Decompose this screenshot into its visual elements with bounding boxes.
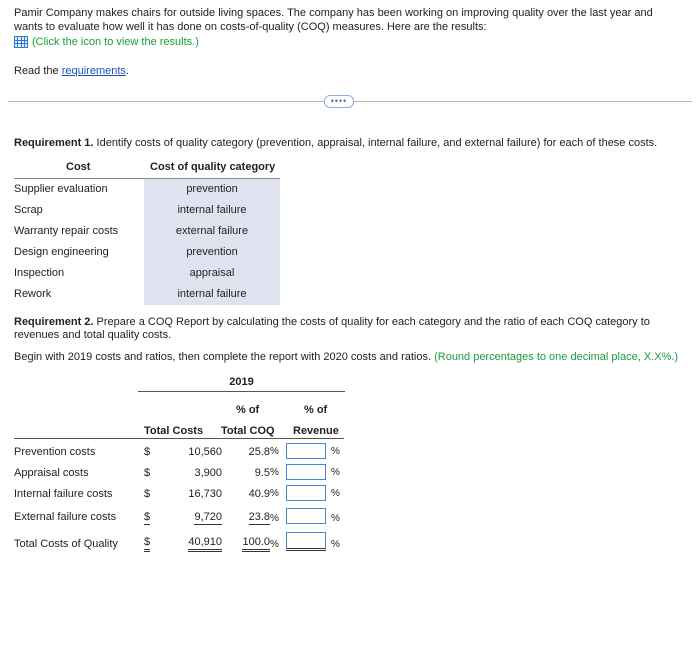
cost-label: Design engineering <box>14 246 109 258</box>
table-row <box>14 440 344 462</box>
percent-sign: % <box>270 488 279 499</box>
percent-sign: % <box>331 488 340 499</box>
expand-dots-button[interactable]: •••• <box>324 95 354 108</box>
category-cell[interactable]: appraisal <box>189 267 235 279</box>
pct-coq-value: 9.5 <box>254 467 270 479</box>
total-cost-value: 3,900 <box>194 467 222 479</box>
requirement-1 <box>14 137 684 149</box>
table-row <box>14 263 280 284</box>
begin-text: Begin with 2019 costs and ratios, then complete the report with 2020 costs and ratios. <box>14 351 432 363</box>
req1-title: Requirement 1. <box>14 137 94 149</box>
table-row <box>14 482 344 504</box>
cost-label: Scrap <box>14 204 43 216</box>
col-category-header: Cost of quality category <box>150 161 276 173</box>
dollar-sign: $ <box>144 467 151 479</box>
read-requirements <box>14 65 129 77</box>
category-cell[interactable]: prevention <box>186 183 238 195</box>
row-label: Total Costs of Quality <box>14 538 118 550</box>
row-label: Prevention costs <box>14 446 96 458</box>
percent-sign: % <box>270 446 279 457</box>
total-costs-header: Total Costs <box>144 425 204 437</box>
table-row <box>14 221 280 242</box>
cost-label: Warranty repair costs <box>14 225 119 237</box>
req1-text: Identify costs of quality category (prevention, appraisal, internal failure, and external failure) for each of these costs. <box>93 137 658 149</box>
col-cost-header: Cost <box>66 161 91 173</box>
row-label: External failure costs <box>14 511 117 523</box>
begin-instructions <box>14 351 684 363</box>
table-row <box>14 179 280 200</box>
pct-rev-header-1: % of <box>304 404 328 416</box>
intro-text: Pamir Company makes chairs for outside living spaces. The company has been working on improving quality over the last year and wants to evaluate how well it has done on costs-of-quality (COQ) measures. Here are the results: <box>14 7 653 33</box>
percent-sign: % <box>270 513 279 524</box>
requirement-2 <box>14 316 674 342</box>
read-suffix: . <box>125 65 129 77</box>
category-cell[interactable]: external failure <box>175 225 249 237</box>
percent-sign: % <box>331 513 340 524</box>
percent-sign: % <box>270 539 279 550</box>
total-cost-text: 40,910 <box>188 536 222 552</box>
requirements-link[interactable]: requirements <box>61 65 126 77</box>
total-cost-value <box>164 511 222 523</box>
table-row <box>14 284 280 305</box>
table-row <box>14 461 344 483</box>
row-label: Internal failure costs <box>14 488 113 500</box>
dollar-sign: $ <box>144 446 151 458</box>
percent-sign: % <box>270 467 279 478</box>
pct-revenue-input[interactable] <box>286 464 326 480</box>
percent-sign: % <box>331 446 340 457</box>
category-cell[interactable]: internal failure <box>177 204 247 216</box>
pct-coq-text: 100.0 <box>242 536 270 552</box>
req2-title: Requirement 2. <box>14 316 94 328</box>
pct-rev-header-2: Revenue <box>293 425 339 437</box>
rounding-note: (Round percentages to one decimal place, X.X%.) <box>434 351 679 363</box>
pct-revenue-input[interactable] <box>286 443 326 459</box>
pct-coq-value: 40.9 <box>248 488 270 500</box>
pct-revenue-input[interactable] <box>286 532 326 551</box>
table-row <box>14 505 344 527</box>
table-grid-icon[interactable] <box>14 36 28 48</box>
req2-text: Prepare a COQ Report by calculating the costs of quality for each category and the ratio of each COQ category to revenues and total quality costs. <box>14 316 650 341</box>
cost-label: Inspection <box>14 267 65 279</box>
pct-coq-header-1: % of <box>236 404 260 416</box>
percent-sign: % <box>331 539 340 550</box>
pct-coq-value <box>236 536 270 548</box>
percent-sign: % <box>331 467 340 478</box>
category-cell[interactable]: prevention <box>186 246 238 258</box>
view-results-text[interactable]: (Click the icon to view the results.) <box>32 36 199 48</box>
dollar-sign: $ <box>144 511 151 523</box>
pct-coq-value <box>236 511 270 523</box>
dollar-sign: $ <box>144 536 150 552</box>
dollar-sign: $ <box>144 488 151 500</box>
table-row <box>14 200 280 221</box>
cost-label: Rework <box>14 288 52 300</box>
pct-coq-header-2: Total COQ <box>221 425 275 437</box>
year-header: 2019 <box>229 376 254 388</box>
pct-coq-value: 25.8 <box>248 446 270 458</box>
total-cost-value: 16,730 <box>188 488 222 500</box>
total-cost-value: 10,560 <box>188 446 222 458</box>
pct-coq-text: 23.8 <box>248 511 270 523</box>
total-cost-value <box>164 536 222 548</box>
pct-revenue-input[interactable] <box>286 508 326 524</box>
table-row <box>14 242 280 263</box>
category-cell[interactable]: internal failure <box>177 288 247 300</box>
pct-revenue-input[interactable] <box>286 485 326 501</box>
total-cost-text: 9,720 <box>194 511 222 523</box>
year-header-line <box>138 391 345 392</box>
table-row-total <box>14 530 344 552</box>
view-results-link[interactable] <box>14 36 199 48</box>
read-prefix: Read the <box>14 65 62 77</box>
row-label: Appraisal costs <box>14 467 89 479</box>
report-header-line <box>14 438 344 439</box>
cost-label: Supplier evaluation <box>14 183 108 195</box>
